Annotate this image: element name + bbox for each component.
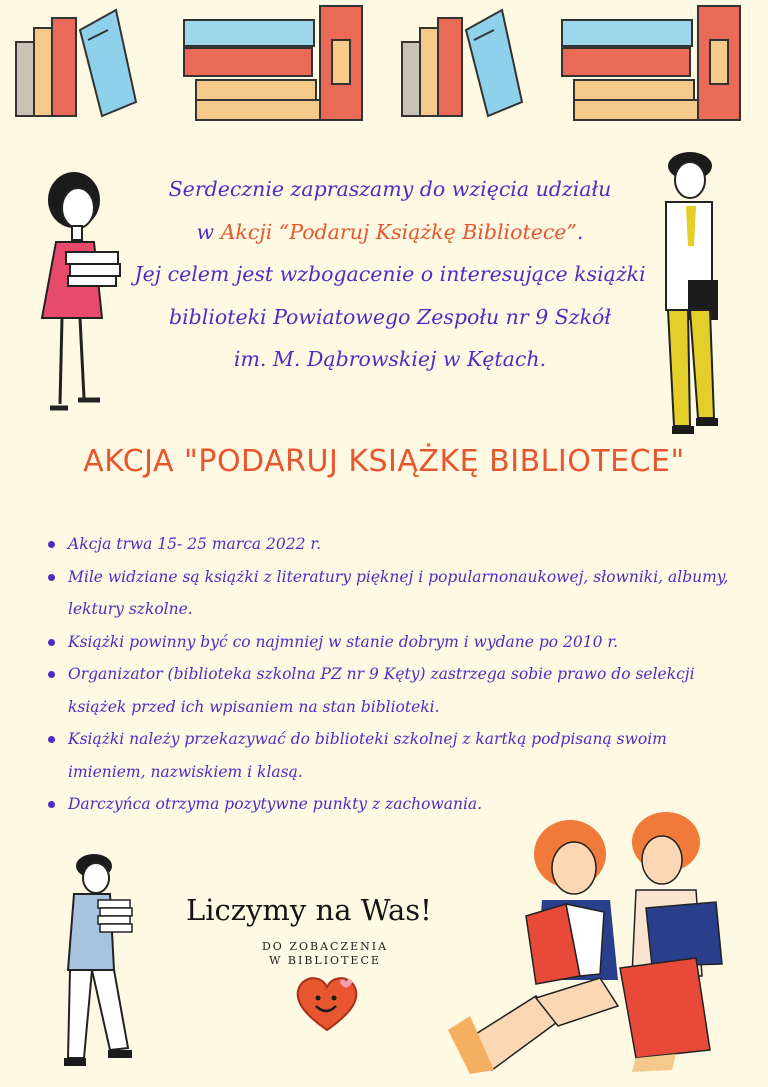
campaign-name-highlight: Akcji “Podaruj Książkę Bibliotece”	[220, 219, 577, 244]
kids-reading-books-illustration	[440, 808, 736, 1078]
boy-holding-book-illustration	[652, 146, 732, 442]
intro-line-1: Serdecznie zapraszamy do wzięcia udziału	[168, 177, 612, 201]
intro-line-2-prefix: w	[196, 219, 221, 244]
rule-item: Książki powinny być co najmniej w stanie dobrym i wydane po 2010 r.	[44, 626, 744, 659]
intro-paragraph	[120, 168, 660, 381]
rule-item: Książki należy przekazywać do biblioteki szkolnej z kartką podpisaną swoim imieniem, nazwiskiem i klasą.	[44, 723, 744, 788]
rule-item: Organizator (biblioteka szkolna PZ nr 9 Kęty) zastrzega sobie prawo do selekcji książek przed ich wpisaniem na stan biblioteki.	[44, 658, 744, 723]
intro-line-2	[120, 211, 660, 254]
closing-subline	[250, 940, 400, 968]
rules-list	[44, 528, 744, 821]
heart-smiley-icon	[294, 974, 360, 1034]
closing-headline: Liczymy na Was!	[186, 893, 432, 927]
rule-item: Darczyńca otrzyma pozytywne punkty z zachowania.	[44, 788, 744, 821]
boy-carrying-books-illustration	[44, 852, 140, 1076]
intro-line-5: im. M. Dąbrowskiej w Kętach.	[233, 347, 547, 371]
closing-subline-1: DO ZOBACZENIA	[261, 940, 389, 953]
intro-line-4: biblioteki Powiatowego Zespołu nr 9 Szkół	[168, 304, 612, 329]
campaign-title: AKCJA "PODARUJ KSIĄŻKĘ BIBLIOTECE"	[83, 444, 685, 479]
book-stack-icon-3	[398, 0, 526, 120]
closing-subline-2: W BIBLIOTECE	[269, 954, 381, 967]
book-stack-icon-4	[556, 0, 748, 124]
girl-holding-books-illustration	[28, 168, 128, 416]
intro-line-2-suffix: .	[576, 219, 584, 244]
book-stack-icon-1	[12, 0, 140, 120]
intro-line-3: Jej celem jest wzbogacenie o interesujące książki	[134, 262, 646, 286]
book-stack-icon-2	[178, 0, 370, 124]
rule-item: Mile widziane są książki z literatury pięknej i popularnonaukowej, słowniki, albumy, lektury szkolne.	[44, 561, 744, 626]
rule-item: Akcja trwa 15- 25 marca 2022 r.	[44, 528, 744, 561]
